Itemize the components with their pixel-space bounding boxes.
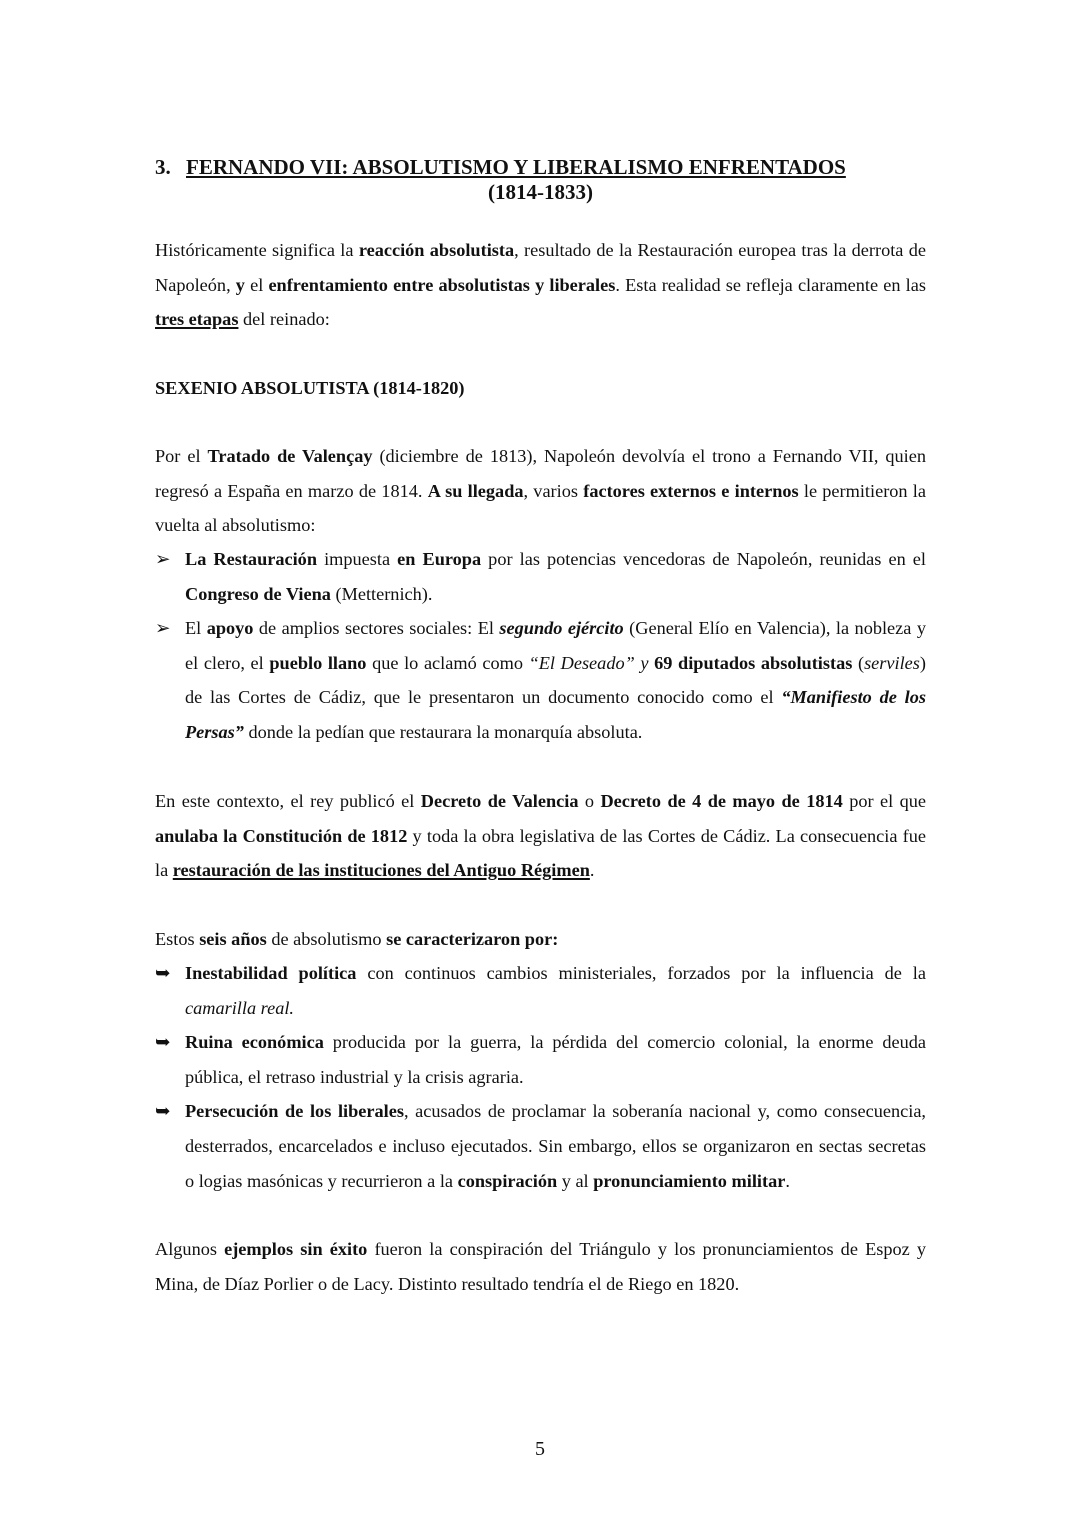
list-item-text bbox=[185, 549, 926, 604]
text-run: de amplios sectores sociales: El bbox=[253, 618, 500, 639]
text-run: le permitieron la vuelta al absolutismo: bbox=[155, 480, 927, 536]
text-run: producida por la guerra, la pérdida del comercio colonial, la enorme deuda pública, el retraso industrial y la crisis agraria. bbox=[185, 1032, 926, 1087]
text-run: impuesta bbox=[317, 549, 398, 569]
list-item-text bbox=[185, 618, 926, 742]
emphasized-text: reacción absolutista bbox=[358, 240, 515, 260]
section-dates: (1814-1833) bbox=[488, 180, 593, 204]
text-run: (General Elío en Valencia), la nobleza y el clero, el bbox=[185, 618, 927, 673]
text-run: y al bbox=[557, 1170, 594, 1191]
text-run: por las potencias vencedoras de Napoleón, reunidas en el bbox=[481, 549, 926, 569]
emphasized-text: y bbox=[235, 274, 245, 295]
emphasized-text: Inestabilidad política bbox=[185, 963, 357, 983]
emphasized-text: pronunciamiento militar bbox=[593, 1170, 786, 1191]
factors-list bbox=[155, 542, 926, 750]
emphasized-text: Persecución de los liberales bbox=[185, 1101, 404, 1122]
list-item-text bbox=[185, 1032, 926, 1087]
emphasized-text: en Europa bbox=[397, 549, 482, 569]
text-run: o bbox=[578, 791, 601, 811]
bullet-arrow-icon: ➢ bbox=[155, 549, 171, 569]
section-number: 3. bbox=[155, 155, 171, 179]
text-run: el bbox=[244, 274, 269, 295]
subsection-heading: SEXENIO ABSOLUTISTA (1814-1820) bbox=[155, 378, 465, 398]
page-number: 5 bbox=[535, 1438, 545, 1460]
text-run: y toda la obra legislativa de las Cortes de Cádiz. La consecuencia fue la bbox=[155, 825, 926, 881]
text-run: de absolutismo bbox=[266, 929, 387, 949]
list-item bbox=[155, 1025, 926, 1094]
text-run: fueron la conspiración del Triángulo y los pronunciamientos de Espoz y Mina, de Díaz Porlier o de Lacy. Distinto resultado tendría el de Riego en 1820. bbox=[155, 1239, 927, 1294]
emphasized-text: ejemplos sin éxito bbox=[224, 1239, 368, 1259]
emphasized-text: conspiración bbox=[457, 1170, 558, 1191]
valencay-paragraph bbox=[155, 439, 926, 543]
list-item bbox=[155, 542, 926, 611]
text-run: que lo aclamó como bbox=[366, 652, 529, 673]
bullet-arrow-icon: ➥ bbox=[155, 1101, 171, 1122]
text-run: . bbox=[589, 860, 595, 881]
text-run: , varios bbox=[523, 480, 584, 501]
section-title-text: FERNANDO VII: ABSOLUTISMO Y LIBERALISMO ENFRENTADOS bbox=[186, 155, 846, 179]
emphasized-text: “Manifiesto de los Persas” bbox=[185, 687, 926, 742]
emphasized-text: 69 diputados absolutistas bbox=[654, 652, 853, 673]
emphasized-text: factores externos e internos bbox=[583, 480, 799, 501]
bullet-arrow-icon: ➥ bbox=[155, 963, 171, 983]
section-title bbox=[155, 155, 926, 179]
text-run: Por el bbox=[155, 446, 208, 466]
emphasized-text: Tratado de Valençay bbox=[207, 446, 373, 466]
text-run: Históricamente significa la bbox=[155, 240, 359, 260]
emphasized-text: enfrentamiento entre absolutistas y liberales bbox=[268, 274, 616, 295]
decree-paragraph bbox=[155, 784, 926, 888]
emphasized-text: anulaba la Constitución de 1812 bbox=[155, 825, 408, 846]
emphasized-text: Ruina económica bbox=[185, 1032, 324, 1053]
emphasized-text: camarilla real. bbox=[185, 997, 294, 1018]
list-item bbox=[155, 1094, 926, 1198]
emphasized-text: pueblo llano bbox=[269, 652, 367, 673]
list-item-text bbox=[185, 963, 926, 1018]
text-run: El bbox=[185, 618, 207, 639]
text-run: del reinado: bbox=[238, 309, 330, 330]
characteristics-intro bbox=[155, 922, 926, 957]
examples-paragraph bbox=[155, 1232, 926, 1301]
bullet-arrow-icon: ➥ bbox=[155, 1032, 171, 1053]
list-item bbox=[155, 956, 926, 1025]
text-run: ) de las Cortes de Cádiz, que le presentaron un documento conocido como el bbox=[185, 652, 926, 708]
emphasized-text: Congreso de Viena bbox=[185, 583, 331, 604]
text-run: por el que bbox=[842, 791, 926, 811]
emphasized-text: La Restauración bbox=[185, 549, 317, 569]
emphasized-text: restauración de las instituciones del Antiguo Régimen bbox=[172, 860, 590, 881]
emphasized-text: Decreto de 4 de mayo de 1814 bbox=[600, 791, 843, 811]
characteristics-list bbox=[155, 956, 926, 1198]
text-run: Estos bbox=[155, 929, 200, 949]
text-run: (diciembre de 1813), Napoleón devolvía el trono a Fernando VII, quien regresó a España en marzo de 1814. bbox=[155, 446, 927, 501]
text-run: con continuos cambios ministeriales, forzados por la influencia de la bbox=[356, 963, 926, 983]
emphasized-text: “El Deseado” y bbox=[528, 652, 655, 673]
text-run: . bbox=[785, 1170, 790, 1191]
text-run: , acusados de proclamar la soberanía nacional y, como consecuencia, desterrados, encarcelados e incluso ejecutados. Sin embargo, ellos se organizaron en sectas secretas o logias masónicas y recurrieron a la bbox=[185, 1101, 927, 1191]
text-run: ( bbox=[852, 652, 865, 673]
intro-paragraph bbox=[155, 233, 926, 337]
emphasized-text: se caracterizaron por: bbox=[386, 929, 559, 949]
bullet-arrow-icon: ➢ bbox=[155, 618, 171, 639]
text-run: donde la pedían que restaurara la monarquía absoluta. bbox=[243, 721, 643, 742]
list-item bbox=[155, 611, 926, 749]
emphasized-text: A su llegada bbox=[427, 480, 524, 501]
emphasized-text: serviles bbox=[864, 652, 920, 673]
emphasized-text: Decreto de Valencia bbox=[420, 791, 579, 811]
text-run: En este contexto, el rey publicó el bbox=[155, 791, 421, 811]
emphasized-text: apoyo bbox=[206, 618, 254, 639]
emphasized-text: tres etapas bbox=[155, 309, 239, 330]
text-run: (Metternich). bbox=[330, 583, 433, 604]
emphasized-text: segundo ejército bbox=[499, 618, 624, 639]
emphasized-text: seis años bbox=[199, 929, 267, 949]
list-item-text bbox=[185, 1101, 926, 1190]
text-run: . Esta realidad se refleja claramente en las bbox=[615, 274, 926, 295]
text-run: Algunos bbox=[155, 1239, 225, 1259]
text-run: , resultado de la Restauración europea tras la derrota de Napoleón, bbox=[155, 240, 927, 295]
